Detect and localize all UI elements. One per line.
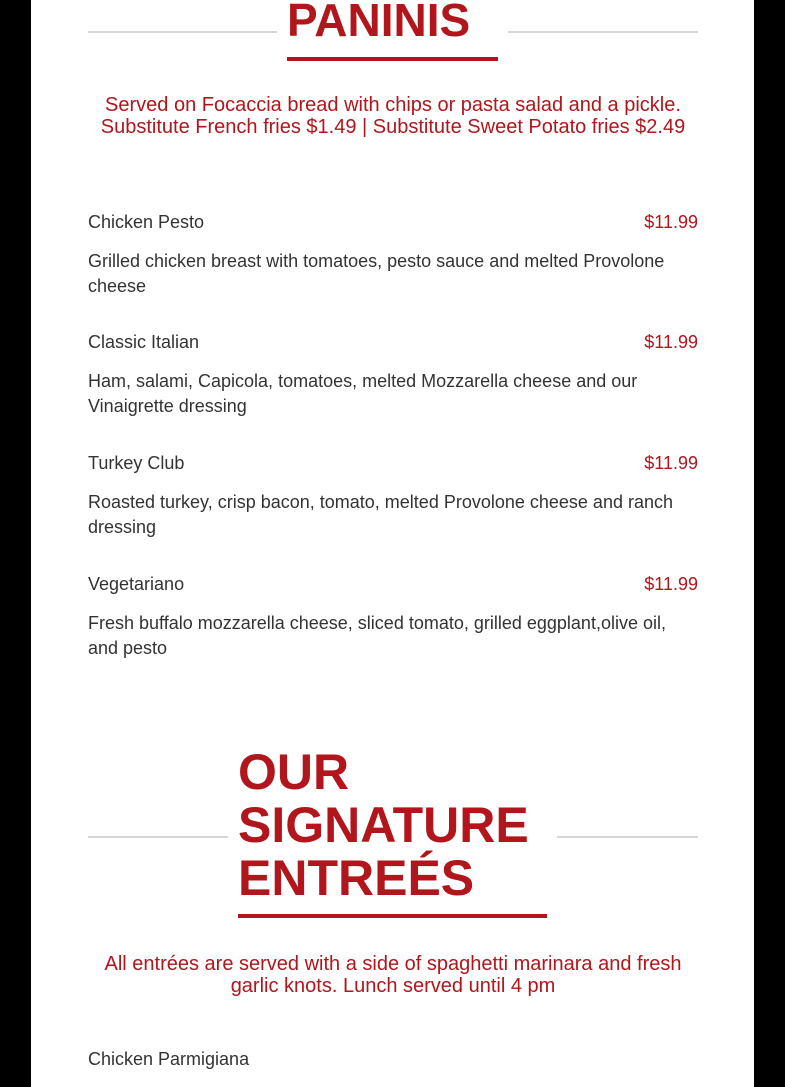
heading-rule-right bbox=[508, 31, 698, 33]
entrees-title-line-3: ENTREÉS bbox=[238, 850, 475, 906]
menu-item-price: $11.99 bbox=[644, 574, 698, 594]
menu-item-description: Roasted turkey, crisp bacon, tomato, melted Provolone cheese and ranch dressing bbox=[88, 492, 673, 537]
paninis-subtitle: Served on Focaccia bread with chips or pasta salad and a pickle. Substitute French fries $1.49 | Substitute Sweet Potato fries $2.49 bbox=[100, 94, 686, 138]
menu-item-price: $11.99 bbox=[644, 212, 698, 232]
paninis-title: PANINIS bbox=[287, 0, 471, 46]
paninis-title-underline bbox=[287, 57, 498, 61]
menu-item-description: Fresh buffalo mozzarella cheese, sliced tomato, grilled eggplant,olive oil, and pesto bbox=[88, 613, 666, 658]
menu-item-name: Chicken Parmigiana bbox=[88, 1049, 250, 1069]
menu-page bbox=[31, 0, 754, 1087]
entrees-title bbox=[238, 746, 529, 905]
menu-item-price: $11.99 bbox=[644, 453, 698, 473]
heading-rule-left bbox=[88, 31, 277, 33]
menu-item-description: Ham, salami, Capicola, tomatoes, melted Mozzarella cheese and our Vinaigrette dressing bbox=[88, 371, 638, 416]
menu-item-name: Classic Italian bbox=[88, 332, 200, 352]
menu-item-name: Vegetariano bbox=[88, 574, 185, 594]
entrees-title-line-1: OUR bbox=[238, 744, 350, 800]
menu-item-name: Turkey Club bbox=[88, 453, 185, 473]
menu-item-name: Chicken Pesto bbox=[88, 212, 205, 232]
entrees-subtitle: All entrées are served with a side of spaghetti marinara and fresh garlic knots. Lunch served until 4 pm bbox=[104, 953, 682, 997]
heading-rule-right bbox=[557, 836, 698, 838]
entrees-title-line-2: SIGNATURE bbox=[238, 797, 529, 853]
menu-item-description: Grilled chicken breast with tomatoes, pesto sauce and melted Provolone cheese bbox=[88, 251, 665, 296]
menu-item-price: $11.99 bbox=[644, 332, 698, 352]
heading-rule-left bbox=[88, 836, 228, 838]
entrees-title-underline bbox=[238, 914, 547, 918]
